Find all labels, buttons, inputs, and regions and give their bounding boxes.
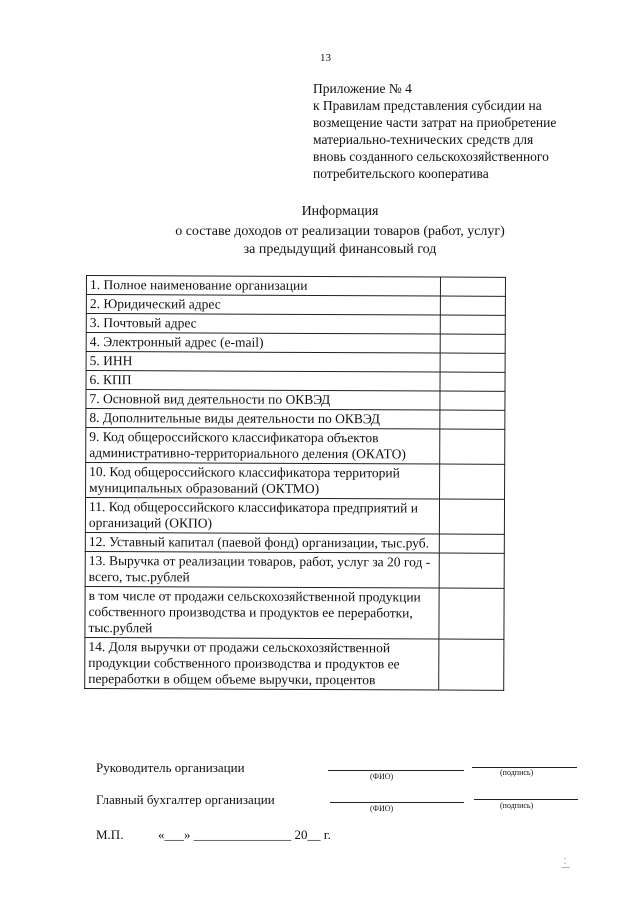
row-value-cell[interactable] [440,464,505,499]
row-value-cell[interactable] [439,639,504,690]
accountant-fio-line [330,802,464,803]
row-label: 1. Полное наименование организации [86,276,440,297]
appendix-line: потребительского кооператива [313,166,489,181]
table-row [86,463,505,500]
table-row [85,551,504,588]
appendix-title: Приложение № 4 [313,81,412,96]
table-row [86,428,505,465]
row-value-cell[interactable] [440,277,505,296]
doc-subtitle-2: за предыдущий финансовый год [243,242,437,257]
info-table [84,275,506,691]
row-label: 6. КПП [86,371,440,392]
doc-subtitle-1: о составе доходов от реализации товаров (работ, услуг) [175,224,505,239]
row-label: 8. Дополнительные виды деятельности по ОКВЭД [86,409,440,430]
row-label: 5. ИНН [86,352,440,373]
row-label: 2. Юридический адрес [86,295,440,316]
accountant-signature-caption: (подпись) [500,801,534,810]
appendix-line: возмещение части затрат на приобретение [313,115,557,130]
table-row [86,333,505,354]
row-label: в том числе от продажи сельскохозяйственной продукции собственного производства и продуктов ее переработки, тыс.рублей [85,586,439,639]
row-label: 4. Электронный адрес (e-mail) [86,333,440,354]
row-label: 13. Выручка от реализации товаров, работ, услуг за 20 год - всего, тыс.рублей [85,551,439,588]
head-fio-caption: (ФИО) [370,772,394,781]
row-label: 10. Код общероссийского классификатора территорий муниципальных образований (ОКТМО) [86,463,440,500]
table-row [85,586,504,639]
row-label: 11. Код общероссийского классификатора предприятий и организаций (ОКПО) [85,498,439,535]
row-value-cell[interactable] [440,334,505,353]
accountant-label: Главный бухгалтер организации [96,792,275,807]
appendix-line: вновь созданного сельскохозяйственного [313,149,549,164]
margin-mark: | · · [560,857,570,868]
table-row [86,276,505,297]
row-value-cell[interactable] [439,534,504,553]
row-value-cell[interactable] [439,588,504,639]
table-row [86,295,505,316]
head-fio-line [328,770,464,771]
page-number: 13 [320,52,331,64]
row-value-cell[interactable] [440,315,505,334]
row-label: 9. Код общероссийского классификатора объектов административно-территориального деления (ОКАТО) [86,428,440,465]
row-value-cell[interactable] [440,372,505,391]
table-row [85,637,504,690]
table-row [85,532,504,553]
row-value-cell[interactable] [440,296,505,315]
row-value-cell[interactable] [439,553,504,588]
table-row [86,371,505,392]
row-label: 12. Уставный капитал (паевой фонд) организации, тыс.руб. [85,532,439,553]
table-row [86,390,505,411]
appendix-line: к Правилам представления субсидии на [313,98,542,113]
doc-title: Информация [301,204,379,219]
date-field: «___» _______________ 20__ г. [158,827,331,842]
row-value-cell[interactable] [440,410,505,429]
row-label: 7. Основной вид деятельности по ОКВЭД [86,390,440,411]
head-signature-caption: (подпись) [500,768,534,777]
table-row [86,314,505,335]
head-label: Руководитель организации [96,760,245,775]
stamp-label: М.П. [96,827,124,842]
row-label: 3. Почтовый адрес [86,314,440,335]
row-value-cell[interactable] [440,353,505,372]
accountant-signature-line [474,799,578,800]
table-row [85,498,504,535]
row-value-cell[interactable] [439,499,504,534]
accountant-fio-caption: (ФИО) [370,804,394,813]
appendix-block [313,80,613,182]
table-row [86,409,505,430]
row-value-cell[interactable] [440,429,505,464]
appendix-line: материально-технических средств для [313,132,534,147]
table-row [86,352,505,373]
row-label: 14. Доля выручки от продажи сельскохозяйственной продукции собственного производства и продуктов ее переработки в общем объеме выручки, процентов [85,637,439,690]
row-value-cell[interactable] [440,391,505,410]
